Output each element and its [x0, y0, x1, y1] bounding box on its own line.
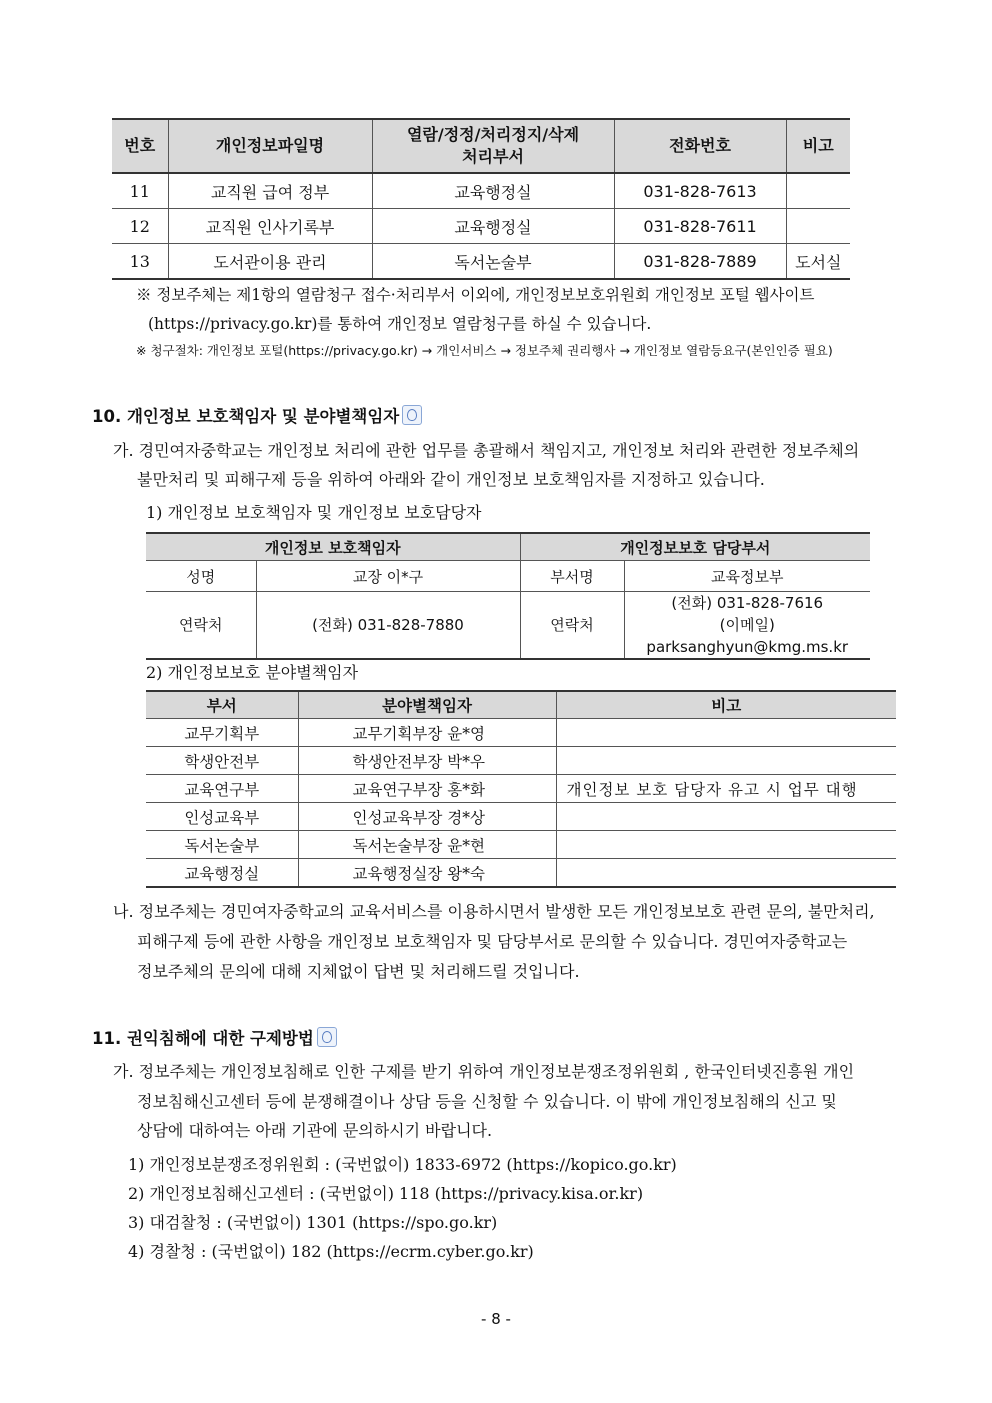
table-header-row	[146, 691, 896, 719]
table-row	[146, 561, 870, 592]
para-na-line-3: 정보주체의 문의에 대해 지체없이 답변 및 처리해드릴 것입니다.	[137, 962, 580, 981]
para-ga-line-2: 불만처리 및 피해구제 등을 위하여 아래와 같이 개인정보 보호책임자를 지정하고 있습니다.	[137, 470, 765, 489]
cell-phone: 031-828-7889	[614, 244, 786, 280]
table-row	[112, 209, 850, 244]
table-row	[146, 775, 896, 803]
privacy-badge-icon	[317, 1027, 337, 1047]
cell-dept: 독서논술부	[146, 831, 298, 859]
list-item: 1) 개인정보분쟁조정위원회 : (국번없이) 1833-6972 (https://kopico.go.kr)	[128, 1155, 677, 1174]
cell-note	[786, 173, 850, 209]
cell-dept: 교육행정실	[146, 859, 298, 888]
para-11-line-3: 상담에 대하여는 아래 기관에 문의하시기 바랍니다.	[137, 1121, 493, 1140]
cell-note: 개인정보 보호 담당자 유고 시 업무 대행	[556, 775, 896, 803]
cell-phone: 031-828-7611	[614, 209, 786, 244]
cell-number: 12	[112, 209, 168, 244]
note-line-1: ※ 정보주체는 제1항의 열람청구 접수·처리부서 이외에, 개인정보보호위원회 개인정보 포털 웹사이트	[136, 286, 815, 304]
col-header-number: 번호	[112, 119, 168, 173]
list-item: 2) 개인정보침해신고센터 : (국번없이) 118 (https://privacy.kisa.or.kr)	[128, 1184, 644, 1203]
table-header-row	[146, 533, 870, 561]
value-name: 교장 이*구	[256, 561, 520, 592]
table-row	[112, 244, 850, 280]
table-header-row	[112, 119, 850, 173]
para-na-line-1: 나. 정보주체는 경민여자중학교의 교육서비스를 이용하시면서 발생한 모든 개인정보보호 관련 문의, 불만처리,	[113, 902, 875, 921]
cell-officer: 독서논술부장 윤*현	[298, 831, 556, 859]
col-header-file-name: 개인정보파일명	[168, 119, 372, 173]
cell-officer: 교육연구부장 홍*화	[298, 775, 556, 803]
cell-dept: 교육행정실	[372, 173, 614, 209]
label-contact-2: 연락처	[520, 592, 624, 660]
list-item: 3) 대검찰청 : (국번없이) 1301 (https://spo.go.kr)	[128, 1213, 498, 1232]
label-name: 성명	[146, 561, 256, 592]
note-line-2: (https://privacy.go.kr)를 통하여 개인정보 열람청구를 하실 수 있습니다.	[148, 315, 652, 333]
section-10-title: 10. 개인정보 보호책임자 및 분야별책임자	[92, 407, 400, 426]
cell-note	[556, 719, 896, 747]
cell-dept: 인성교육부	[146, 803, 298, 831]
cell-file-name: 교직원 급여 정부	[168, 173, 372, 209]
officer-table	[146, 532, 870, 660]
cell-dept: 교무기획부	[146, 719, 298, 747]
value-contact-2	[624, 592, 870, 660]
cell-note	[786, 209, 850, 244]
col-header-dept: 부서	[146, 691, 298, 719]
cell-note	[556, 803, 896, 831]
list-item: 4) 경찰청 : (국번없이) 182 (https://ecrm.cyber.go.kr)	[128, 1242, 534, 1261]
cell-number: 13	[112, 244, 168, 280]
cell-number: 11	[112, 173, 168, 209]
table-row	[146, 747, 896, 775]
label-contact: 연락처	[146, 592, 256, 660]
cell-dept: 학생안전부	[146, 747, 298, 775]
table-row	[146, 831, 896, 859]
note-procedure: ※ 청구절차: 개인정보 포털(https://privacy.go.kr) → 개인서비스 → 정보주체 권리행사 → 개인정보 열람등요구(본인인증 필요)	[136, 343, 833, 358]
cell-phone: 031-828-7613	[614, 173, 786, 209]
col-header-phone: 전화번호	[614, 119, 786, 173]
header-privacy-dept: 개인정보보호 담당부서	[520, 533, 870, 561]
col-header-note: 비고	[786, 119, 850, 173]
col-header-officer: 분야별책임자	[298, 691, 556, 719]
col-header-note: 비고	[556, 691, 896, 719]
para-ga-line-1: 가. 경민여자중학교는 개인정보 처리에 관한 업무를 총괄해서 책임지고, 개인정보 처리와 관련한 정보주체의	[113, 441, 860, 460]
header-privacy-officer: 개인정보 보호책임자	[146, 533, 520, 561]
cell-note	[556, 831, 896, 859]
table-row	[146, 592, 870, 660]
section-11-title: 11. 권익침해에 대한 구제방법	[92, 1029, 314, 1048]
page-number: - 8 -	[481, 1310, 511, 1328]
contact-phone: (전화) 031-828-7616	[671, 594, 824, 612]
value-dept: 교육정보부	[624, 561, 870, 592]
label-dept: 부서명	[520, 561, 624, 592]
table-row	[146, 859, 896, 888]
col-header-dept: 열람/정정/처리정지/삭제 처리부서	[372, 119, 614, 173]
subheading-1: 1) 개인정보 보호책임자 및 개인정보 보호담당자	[146, 503, 482, 522]
cell-file-name: 도서관이용 관리	[168, 244, 372, 280]
cell-officer: 교무기획부장 윤*영	[298, 719, 556, 747]
value-contact: (전화) 031-828-7880	[256, 592, 520, 660]
table-row	[146, 803, 896, 831]
section-10-heading	[92, 403, 422, 427]
subheading-2: 2) 개인정보보호 분야별책임자	[146, 663, 359, 682]
para-11-line-2: 정보침해신고센터 등에 분쟁해결이나 상담 등을 신청할 수 있습니다. 이 밖에 개인정보침해의 신고 및	[137, 1092, 837, 1111]
cell-note	[556, 859, 896, 888]
field-officer-table	[146, 690, 896, 888]
cell-dept: 교육행정실	[372, 209, 614, 244]
para-na-line-2: 피해구제 등에 관한 사항을 개인정보 보호책임자 및 담당부서로 문의할 수 있습니다. 경민여자중학교는	[137, 932, 848, 951]
cell-note	[556, 747, 896, 775]
cell-officer: 학생안전부장 박*우	[298, 747, 556, 775]
para-11-line-1: 가. 정보주체는 개인정보침해로 인한 구제를 받기 위하여 개인정보분쟁조정위원회 , 한국인터넷진흥원 개인	[113, 1062, 855, 1081]
cell-note: 도서실	[786, 244, 850, 280]
file-table	[112, 118, 850, 280]
privacy-badge-icon	[402, 405, 422, 425]
table-row	[146, 719, 896, 747]
section-11-heading	[92, 1025, 337, 1049]
cell-officer: 인성교육부장 경*상	[298, 803, 556, 831]
contact-email: (이메일) parksanghyun@kmg.ms.kr	[646, 616, 849, 656]
cell-officer: 교육행정실장 왕*숙	[298, 859, 556, 888]
table-row	[112, 173, 850, 209]
cell-dept: 교육연구부	[146, 775, 298, 803]
cell-file-name: 교직원 인사기록부	[168, 209, 372, 244]
cell-dept: 독서논술부	[372, 244, 614, 280]
